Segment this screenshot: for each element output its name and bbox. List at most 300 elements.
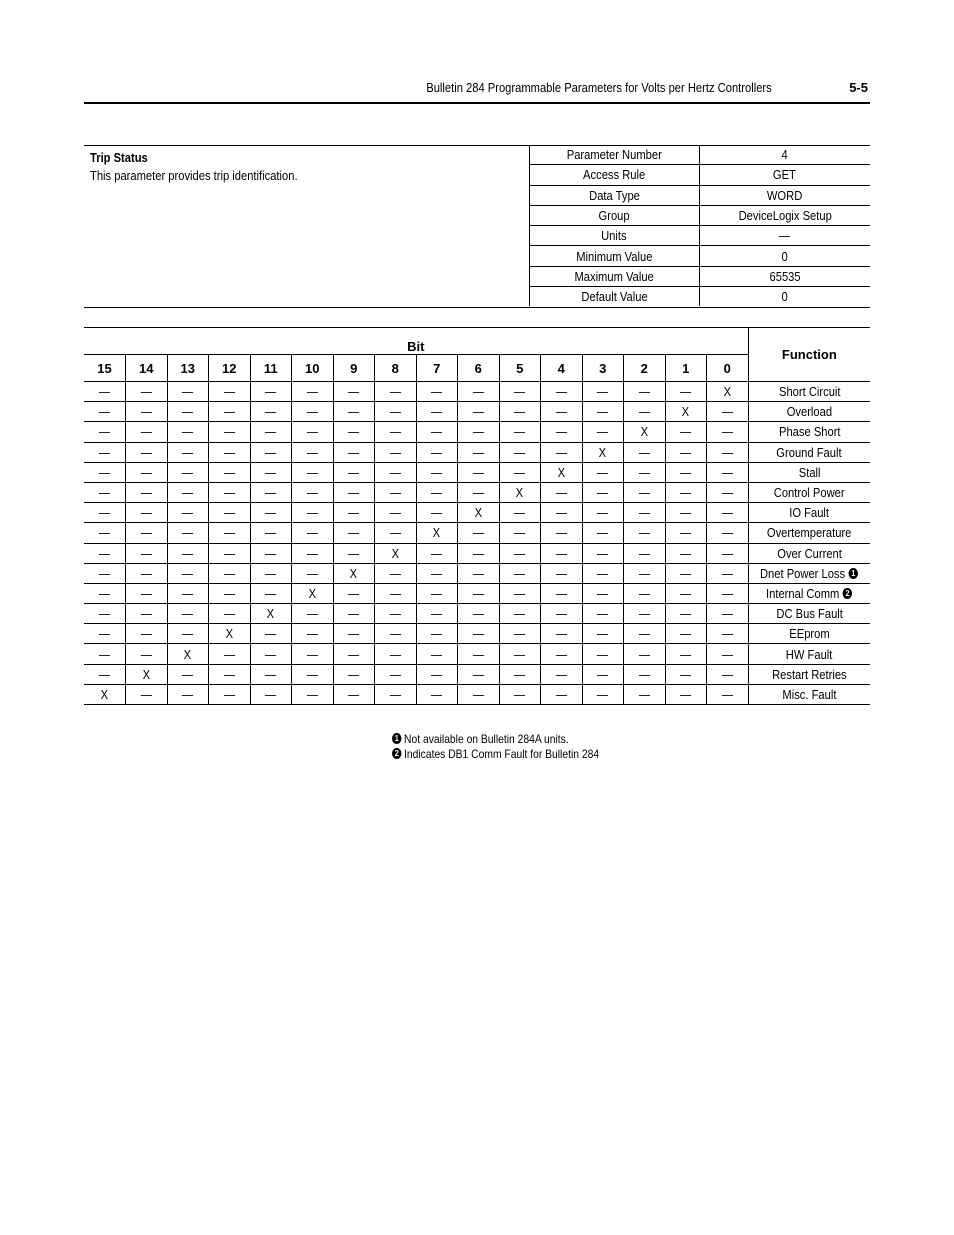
- bit-number-header: 10: [292, 355, 334, 382]
- bit-cell: —: [375, 664, 417, 684]
- bit-cell: —: [458, 583, 500, 603]
- bit-cell: —: [209, 442, 251, 462]
- bit-cell: —: [250, 442, 292, 462]
- bit-number-header: 6: [458, 355, 500, 382]
- bit-cell: —: [707, 422, 749, 442]
- bit-cell: —: [333, 503, 375, 523]
- bit-cell: —: [126, 523, 168, 543]
- bit-cell: —: [84, 503, 126, 523]
- bit-cell: —: [250, 684, 292, 704]
- parameter-property-row: [530, 226, 871, 246]
- bit-cell: —: [84, 563, 126, 583]
- parameter-property-row: [530, 246, 871, 266]
- bit-cell: —: [126, 382, 168, 402]
- function-label: Control Power: [773, 485, 845, 501]
- bit-cell: —: [499, 543, 541, 563]
- bit-cell: —: [126, 644, 168, 664]
- bit-row: [84, 543, 870, 563]
- bit-row: [84, 422, 870, 442]
- bit-row: [84, 442, 870, 462]
- bit-cell: —: [582, 382, 624, 402]
- bit-cell: —: [126, 543, 168, 563]
- bit-cell: —: [167, 482, 209, 502]
- bit-cell: —: [416, 563, 458, 583]
- bit-cell: —: [624, 482, 666, 502]
- bit-cell: X: [624, 422, 666, 442]
- bit-cell: —: [292, 664, 334, 684]
- bit-cell: —: [250, 543, 292, 563]
- function-cell: [748, 583, 870, 603]
- bit-cell: —: [416, 402, 458, 422]
- bit-cell: —: [707, 583, 749, 603]
- bit-cell: —: [375, 503, 417, 523]
- trip-status-bit-table: [84, 327, 870, 705]
- property-label: Parameter Number: [530, 145, 700, 165]
- bit-cell: —: [665, 684, 707, 704]
- footnote-marker-icon: 2: [392, 748, 401, 759]
- bit-cell: —: [333, 442, 375, 462]
- bit-group-header-row: [84, 328, 870, 355]
- bit-cell: —: [333, 624, 375, 644]
- bit-cell: —: [126, 462, 168, 482]
- bit-cell: —: [167, 462, 209, 482]
- parameter-block: [84, 145, 870, 308]
- bit-cell: —: [707, 402, 749, 422]
- bit-cell: —: [375, 624, 417, 644]
- bit-cell: —: [499, 684, 541, 704]
- bit-cell: —: [582, 422, 624, 442]
- bit-row: [84, 503, 870, 523]
- bit-cell: —: [167, 684, 209, 704]
- bit-cell: —: [499, 442, 541, 462]
- bit-cell: —: [499, 604, 541, 624]
- bit-number-header: 8: [375, 355, 417, 382]
- bit-cell: —: [707, 624, 749, 644]
- bit-cell: —: [665, 482, 707, 502]
- bit-cell: —: [292, 503, 334, 523]
- bit-cell: —: [250, 402, 292, 422]
- footnote: [392, 747, 633, 762]
- function-label: Misc. Fault: [782, 686, 837, 702]
- property-label: Default Value: [530, 287, 700, 307]
- function-cell: [748, 523, 870, 543]
- bit-cell: —: [499, 503, 541, 523]
- bit-cell: —: [209, 523, 251, 543]
- bit-cell: —: [499, 422, 541, 442]
- bit-cell: —: [582, 583, 624, 603]
- property-value: GET: [699, 165, 870, 185]
- function-label: DC Bus Fault: [776, 606, 843, 622]
- bit-cell: —: [292, 462, 334, 482]
- bit-cell: —: [292, 422, 334, 442]
- bit-cell: —: [375, 462, 417, 482]
- bit-cell: —: [582, 482, 624, 502]
- bit-cell: X: [665, 402, 707, 422]
- bit-cell: —: [458, 684, 500, 704]
- bit-cell: —: [665, 422, 707, 442]
- function-label: Dnet Power Loss: [760, 565, 846, 581]
- bit-cell: X: [292, 583, 334, 603]
- bit-cell: X: [707, 382, 749, 402]
- bit-cell: —: [209, 482, 251, 502]
- bit-cell: X: [416, 523, 458, 543]
- bit-row: [84, 624, 870, 644]
- function-label: HW Fault: [786, 646, 833, 662]
- property-label: Minimum Value: [530, 246, 700, 266]
- bit-cell: —: [582, 402, 624, 422]
- function-label: Overload: [786, 404, 833, 420]
- bit-cell: —: [333, 644, 375, 664]
- bit-cell: —: [624, 442, 666, 462]
- function-label: EEprom: [789, 626, 830, 642]
- bit-cell: —: [665, 563, 707, 583]
- bit-cell: —: [541, 382, 583, 402]
- bit-cell: —: [707, 523, 749, 543]
- bit-cell: —: [624, 402, 666, 422]
- bit-cell: —: [209, 563, 251, 583]
- bit-row: [84, 462, 870, 482]
- bit-cell: —: [416, 422, 458, 442]
- bit-number-header: 2: [624, 355, 666, 382]
- bit-cell: —: [707, 563, 749, 583]
- bit-cell: —: [84, 523, 126, 543]
- bit-row: [84, 402, 870, 422]
- bit-cell: —: [624, 604, 666, 624]
- bit-cell: —: [416, 442, 458, 462]
- bit-cell: —: [333, 664, 375, 684]
- bit-row: [84, 604, 870, 624]
- bit-number-header: 5: [499, 355, 541, 382]
- bit-number-header: 15: [84, 355, 126, 382]
- bit-cell: —: [624, 684, 666, 704]
- bit-cell: —: [541, 624, 583, 644]
- bit-cell: —: [416, 583, 458, 603]
- bit-cell: —: [624, 543, 666, 563]
- function-cell: [748, 503, 870, 523]
- function-cell: [748, 462, 870, 482]
- property-value: WORD: [699, 185, 870, 205]
- bit-cell: —: [84, 382, 126, 402]
- bit-cell: —: [375, 442, 417, 462]
- bit-cell: —: [707, 664, 749, 684]
- bit-cell: —: [499, 462, 541, 482]
- function-cell: [748, 442, 870, 462]
- bit-row: [84, 583, 870, 603]
- bit-cell: —: [126, 422, 168, 442]
- bit-cell: —: [126, 402, 168, 422]
- bit-cell: —: [458, 624, 500, 644]
- bit-cell: —: [582, 462, 624, 482]
- bit-cell: —: [333, 422, 375, 442]
- bit-cell: —: [375, 523, 417, 543]
- bit-cell: —: [582, 503, 624, 523]
- bit-cell: —: [250, 523, 292, 543]
- bit-cell: —: [624, 382, 666, 402]
- bit-cell: —: [375, 563, 417, 583]
- bit-cell: —: [167, 563, 209, 583]
- bit-cell: —: [458, 604, 500, 624]
- function-label: Restart Retries: [772, 666, 847, 682]
- bit-cell: —: [292, 482, 334, 502]
- bit-cell: —: [416, 543, 458, 563]
- function-cell: [748, 422, 870, 442]
- bit-cell: —: [707, 503, 749, 523]
- bit-cell: —: [375, 422, 417, 442]
- bit-cell: —: [458, 664, 500, 684]
- bit-number-header: 7: [416, 355, 458, 382]
- property-value: 4: [699, 145, 870, 165]
- bit-cell: —: [250, 644, 292, 664]
- bit-cell: —: [292, 563, 334, 583]
- bit-cell: —: [209, 684, 251, 704]
- bit-cell: —: [624, 624, 666, 644]
- bit-cell: —: [624, 583, 666, 603]
- bit-cell: —: [167, 543, 209, 563]
- bit-cell: —: [458, 543, 500, 563]
- bit-cell: —: [707, 604, 749, 624]
- function-cell: [748, 482, 870, 502]
- bit-cell: —: [209, 664, 251, 684]
- bit-cell: —: [665, 543, 707, 563]
- footnote: [392, 732, 633, 747]
- parameter-property-row: [530, 266, 871, 286]
- parameter-description: This parameter provides trip identification.: [90, 168, 298, 183]
- bit-cell: —: [665, 664, 707, 684]
- bit-cell: —: [416, 624, 458, 644]
- bit-cell: X: [582, 442, 624, 462]
- footnote-text: Not available on Bulletin 284A units.: [404, 732, 569, 746]
- bit-cell: —: [167, 583, 209, 603]
- bit-cell: —: [167, 422, 209, 442]
- bit-cell: —: [375, 583, 417, 603]
- parameter-name: Trip Status: [90, 150, 148, 165]
- bit-cell: —: [250, 382, 292, 402]
- bit-cell: —: [292, 624, 334, 644]
- bit-cell: —: [209, 583, 251, 603]
- parameter-property-row: [530, 185, 871, 205]
- function-label: Stall: [798, 464, 821, 480]
- function-label: Overtemperature: [767, 525, 852, 541]
- property-label: Units: [530, 226, 700, 246]
- bit-cell: —: [209, 382, 251, 402]
- bit-cell: —: [333, 604, 375, 624]
- bit-cell: —: [209, 422, 251, 442]
- bit-cell: —: [499, 644, 541, 664]
- bit-cell: —: [333, 543, 375, 563]
- bit-cell: —: [84, 604, 126, 624]
- bit-cell: —: [84, 482, 126, 502]
- bit-cell: —: [84, 583, 126, 603]
- bit-cell: —: [665, 604, 707, 624]
- bit-cell: —: [250, 422, 292, 442]
- bit-cell: —: [84, 462, 126, 482]
- bit-row: [84, 523, 870, 543]
- property-label: Group: [530, 205, 700, 225]
- bit-cell: —: [292, 604, 334, 624]
- bit-cell: —: [665, 503, 707, 523]
- bit-cell: —: [541, 583, 583, 603]
- bit-cell: —: [375, 482, 417, 502]
- bit-cell: —: [209, 503, 251, 523]
- bit-cell: —: [209, 604, 251, 624]
- bit-cell: X: [499, 482, 541, 502]
- bit-cell: —: [250, 624, 292, 644]
- bit-cell: X: [209, 624, 251, 644]
- page-number: 5-5: [849, 80, 868, 95]
- bit-cell: —: [292, 644, 334, 664]
- footnote-text: Indicates DB1 Comm Fault for Bulletin 284: [404, 746, 600, 761]
- bit-cell: —: [126, 482, 168, 502]
- bit-cell: —: [665, 382, 707, 402]
- footnote-marker-icon: 1: [392, 733, 401, 744]
- bit-cell: —: [458, 563, 500, 583]
- function-cell: [748, 402, 870, 422]
- bit-row: [84, 684, 870, 704]
- bit-cell: —: [84, 664, 126, 684]
- bit-cell: X: [84, 684, 126, 704]
- bit-cell: —: [665, 442, 707, 462]
- bit-cell: —: [707, 482, 749, 502]
- function-cell: [748, 543, 870, 563]
- function-label: Over Current: [777, 545, 842, 561]
- bit-cell: —: [499, 583, 541, 603]
- bit-row: [84, 664, 870, 684]
- bit-cell: —: [126, 684, 168, 704]
- bit-cell: —: [665, 583, 707, 603]
- parameter-property-row: [530, 165, 871, 185]
- bit-cell: —: [333, 583, 375, 603]
- bit-cell: —: [167, 523, 209, 543]
- bit-cell: —: [624, 523, 666, 543]
- bit-cell: —: [126, 624, 168, 644]
- function-label: Short Circuit: [778, 384, 841, 400]
- bit-cell: —: [458, 402, 500, 422]
- bit-cell: —: [416, 664, 458, 684]
- function-cell: [748, 382, 870, 402]
- bit-cell: —: [458, 442, 500, 462]
- bit-cell: —: [499, 563, 541, 583]
- bit-number-header: 12: [209, 355, 251, 382]
- bit-cell: —: [333, 462, 375, 482]
- bit-number-header: 11: [250, 355, 292, 382]
- bit-number-header: 0: [707, 355, 749, 382]
- bit-cell: —: [707, 684, 749, 704]
- function-label: Ground Fault: [776, 444, 842, 460]
- bit-cell: —: [333, 482, 375, 502]
- bit-cell: —: [458, 422, 500, 442]
- bit-cell: —: [624, 503, 666, 523]
- bit-cell: —: [126, 503, 168, 523]
- function-cell: [748, 604, 870, 624]
- bit-cell: —: [84, 402, 126, 422]
- bit-cell: —: [541, 523, 583, 543]
- footnote-marker-icon: 1: [849, 568, 858, 579]
- parameter-property-row: [530, 145, 871, 165]
- function-cell: [748, 563, 870, 583]
- bit-cell: —: [582, 604, 624, 624]
- property-value: 65535: [699, 266, 870, 286]
- function-cell: [748, 664, 870, 684]
- bit-cell: —: [126, 604, 168, 624]
- bit-cell: —: [582, 624, 624, 644]
- bit-cell: —: [167, 503, 209, 523]
- bit-cell: —: [541, 563, 583, 583]
- property-label: Maximum Value: [530, 266, 700, 286]
- bit-cell: —: [624, 563, 666, 583]
- bit-cell: —: [167, 624, 209, 644]
- bit-cell: —: [333, 402, 375, 422]
- bit-number-header: 9: [333, 355, 375, 382]
- footnote-marker-icon: 2: [843, 588, 852, 599]
- bit-cell: —: [499, 664, 541, 684]
- bit-cell: —: [707, 543, 749, 563]
- bit-cell: —: [375, 684, 417, 704]
- bit-cell: —: [292, 382, 334, 402]
- bit-cell: —: [665, 644, 707, 664]
- bit-cell: —: [707, 442, 749, 462]
- bit-cell: —: [416, 462, 458, 482]
- bit-cell: —: [541, 664, 583, 684]
- bit-cell: X: [541, 462, 583, 482]
- bit-cell: —: [292, 402, 334, 422]
- bit-cell: —: [624, 664, 666, 684]
- bit-cell: —: [292, 523, 334, 543]
- bit-cell: —: [541, 482, 583, 502]
- bit-number-header: 1: [665, 355, 707, 382]
- parameter-property-row: [530, 287, 871, 307]
- bit-cell: —: [250, 503, 292, 523]
- bit-number-header: 4: [541, 355, 583, 382]
- bit-cell: —: [665, 462, 707, 482]
- bit-cell: —: [458, 462, 500, 482]
- bit-cell: X: [167, 644, 209, 664]
- bit-number-header: 14: [126, 355, 168, 382]
- parameter-property-row: [530, 205, 871, 225]
- bit-cell: —: [624, 462, 666, 482]
- footnotes: [392, 732, 633, 761]
- bit-cell: —: [499, 624, 541, 644]
- bit-cell: —: [499, 402, 541, 422]
- bit-cell: —: [84, 624, 126, 644]
- bit-cell: —: [707, 462, 749, 482]
- function-label: IO Fault: [789, 505, 830, 521]
- bit-cell: —: [167, 402, 209, 422]
- bit-group-header: Bit: [84, 328, 748, 355]
- bit-cell: —: [250, 664, 292, 684]
- bit-cell: —: [541, 543, 583, 563]
- property-value: —: [699, 226, 870, 246]
- bit-cell: —: [582, 664, 624, 684]
- bit-cell: —: [167, 664, 209, 684]
- function-cell: [748, 624, 870, 644]
- bit-cell: —: [333, 382, 375, 402]
- bit-cell: —: [292, 543, 334, 563]
- bit-cell: —: [458, 382, 500, 402]
- bit-cell: —: [541, 442, 583, 462]
- bit-cell: —: [209, 543, 251, 563]
- bit-cell: —: [333, 684, 375, 704]
- bit-cell: —: [416, 684, 458, 704]
- header-title: Bulletin 284 Programmable Parameters for Volts per Hertz Controllers: [426, 80, 772, 95]
- parameter-properties-table: [529, 145, 870, 306]
- bit-cell: —: [126, 442, 168, 462]
- bit-cell: —: [665, 523, 707, 543]
- bit-row: [84, 563, 870, 583]
- bit-cell: —: [541, 644, 583, 664]
- bit-cell: —: [541, 503, 583, 523]
- bit-cell: —: [167, 604, 209, 624]
- bit-cell: —: [167, 382, 209, 402]
